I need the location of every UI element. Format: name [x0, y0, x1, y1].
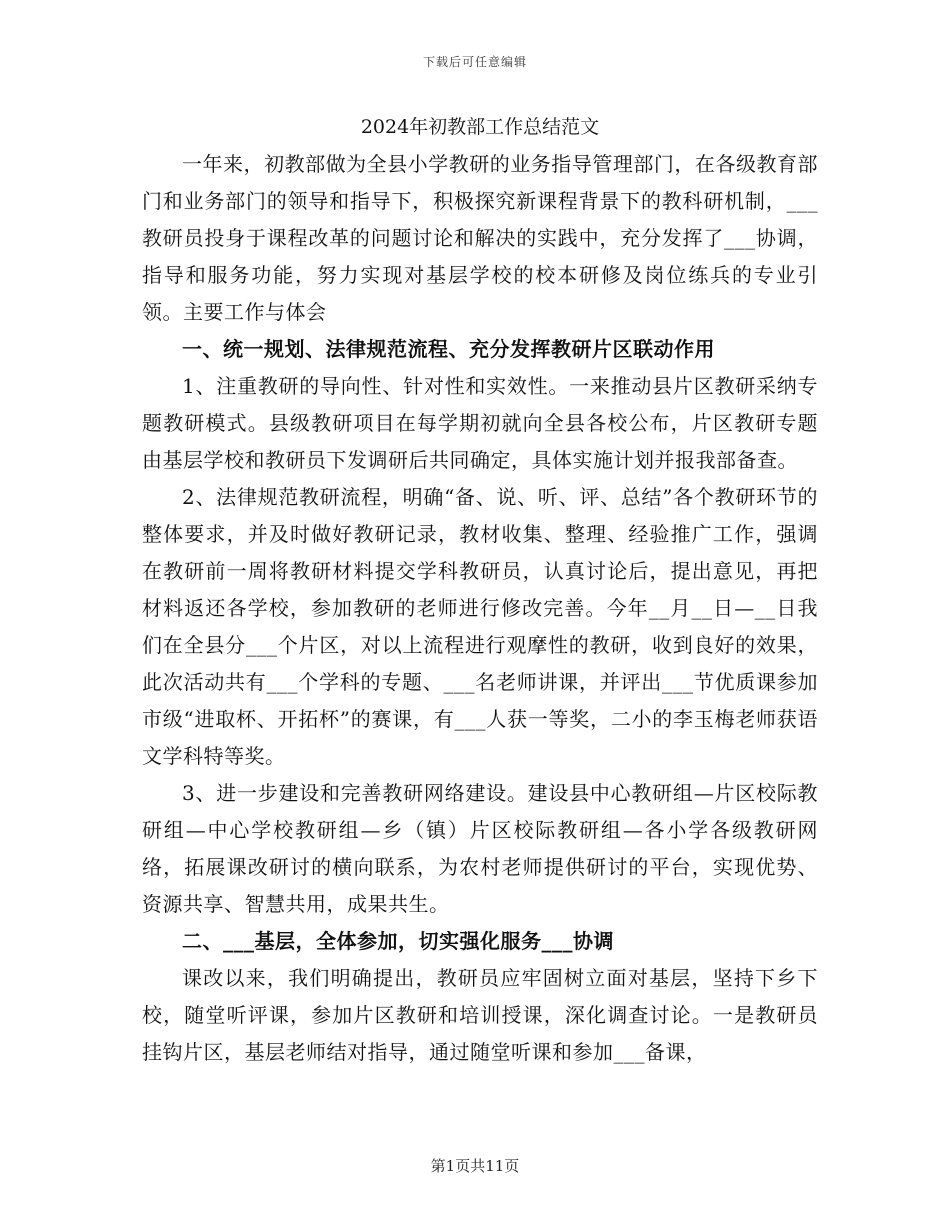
section-heading-2: 二、___基层，全体参加，切实强化服务___协调	[182, 929, 614, 953]
paragraph-item-1: 1、注重教研的导向性、针对性和实效性。一来推动县片区教研采纳专题教研模式。县级教研项目在每学期初就向全县各校公布，片区教研专题由基层学校和教研员下发调研后共同确定，具体实施计划并报我部备查。	[142, 374, 818, 472]
page-number-footer: 第1页共11页	[430, 1157, 520, 1175]
section-heading-1: 一、统一规划、法律规范流程、充分发挥教研片区联动作用	[182, 337, 715, 361]
document-body	[142, 111, 818, 1071]
paragraph-item-2: 2、法律规范教研流程，明确“备、说、听、评、总结”各个教研环节的整体要求，并及时做好教研记录，教材收集、整理、经验推广工作，强调在教研前一周将教研材料提交学科教研员，认真讨论后，提出意见，再把材料返还各学校，参加教研的老师进行修改完善。今年__月__日—__日我们在全县分___个片区，对以上流程进行观摩性的教研，收到良好的效果，此次活动共有___个学科的专题、___名老师讲课，并评出___节优质课参加市级“进取杯、开拓杯”的赛课，有___人获一等奖，二小的李玉梅老师获语文学科特等奖。	[142, 485, 818, 768]
section-2-paragraph: 课改以来，我们明确提出，教研员应牢固树立面对基层，坚持下乡下校，随堂听评课，参加片区教研和培训授课，深化调查讨论。一是教研员挂钩片区，基层老师结对指导，通过随堂听课和参加___备课，	[142, 966, 818, 1064]
page-header: 下载后可任意编辑	[422, 55, 527, 69]
paragraph-item-3: 3、进一步建设和完善教研网络建设。建设县中心教研组—片区校际教研组—中心学校教研组—乡（镇）片区校际教研组—各小学各级教研网络，拓展课改研讨的横向联系，为农村老师提供研讨的平台，实现优势、资源共享、智慧共用，成果共生。	[142, 781, 818, 916]
document-title: 2024年初教部工作总结范文	[360, 116, 600, 138]
intro-paragraph: 一年来，初教部做为全县小学教研的业务指导管理部门，在各级教育部门和业务部门的领导和指导下，积极探究新课程背景下的教科研机制，___教研员投身于课程改革的问题讨论和解决的实践中，充分发挥了___协调，指导和服务功能，努力实现对基层学校的校本研修及岗位练兵的专业引领。主要工作与体会	[142, 152, 818, 324]
